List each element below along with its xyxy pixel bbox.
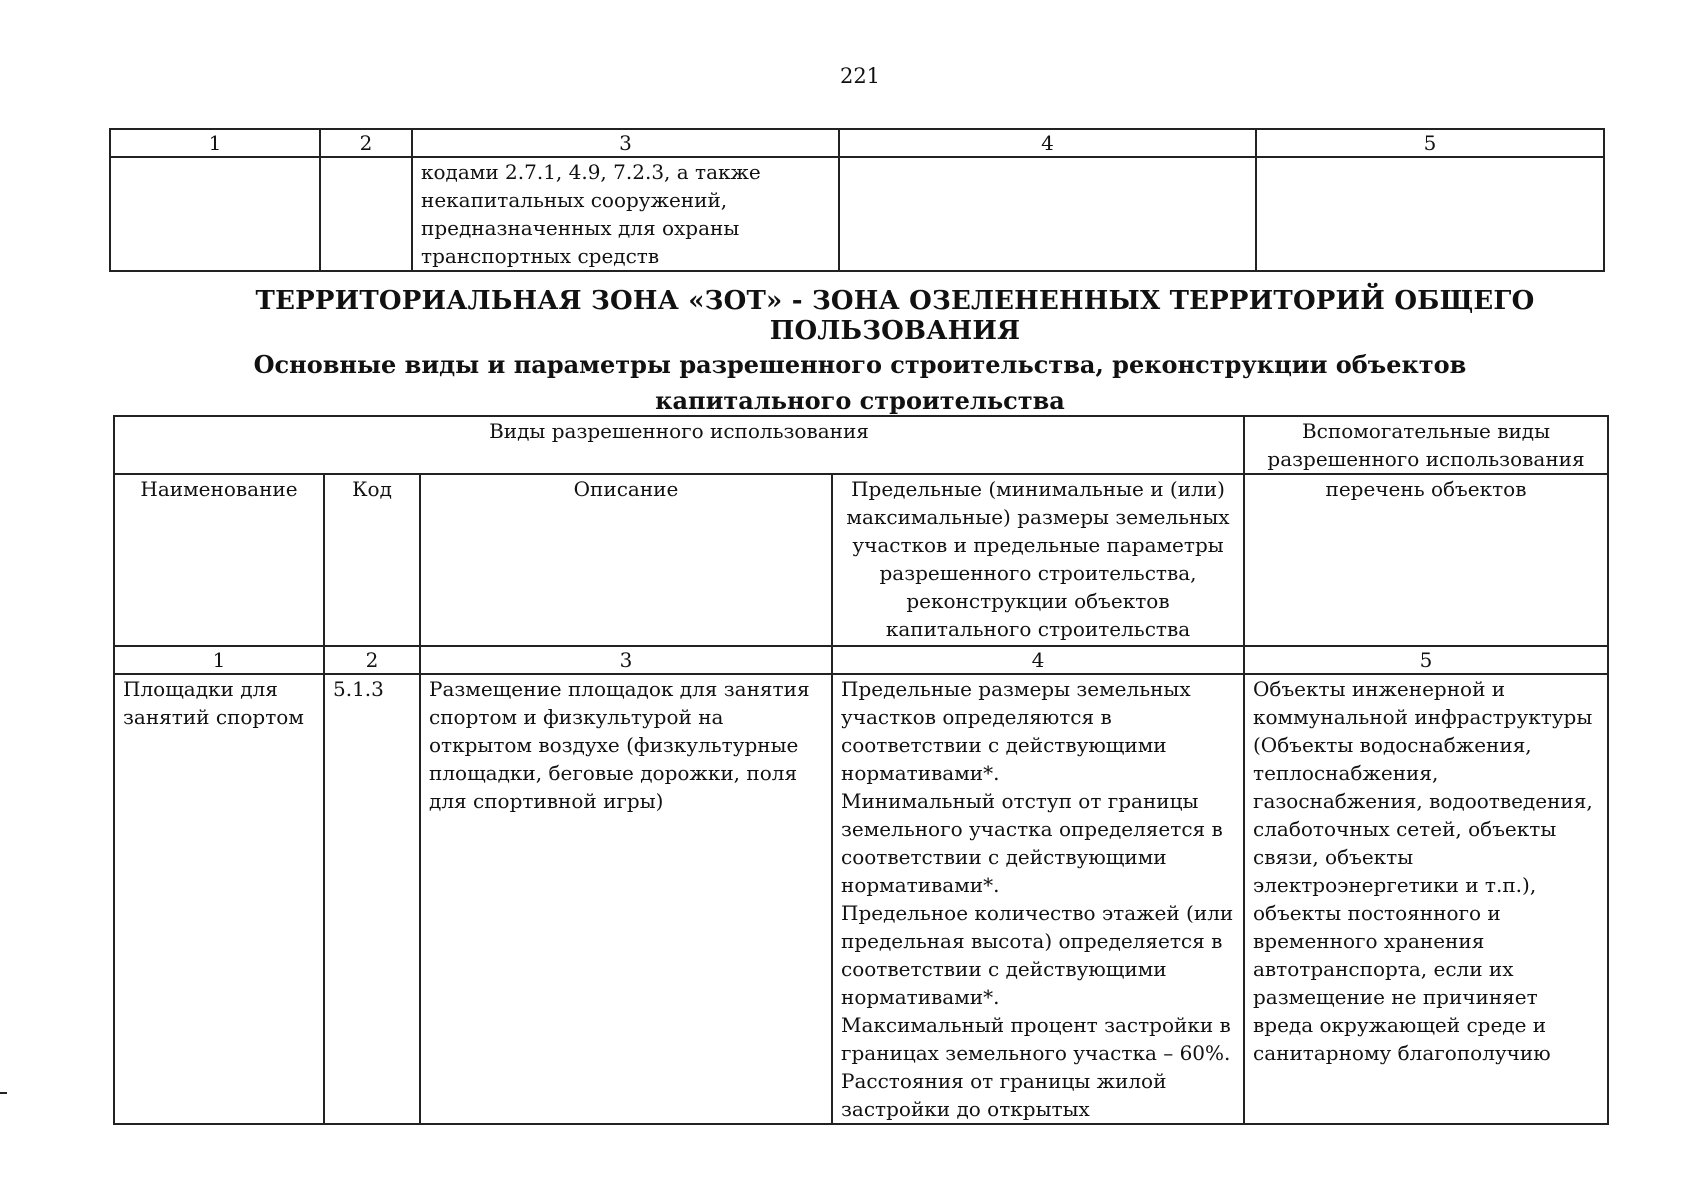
column-header-code: Код (324, 474, 420, 646)
column-number: 5 (1244, 646, 1608, 674)
section-title: Основные виды и параметры разрешенного строительства, реконструкции объектов капитального строительства (253, 350, 1467, 415)
column-number: 4 (832, 646, 1244, 674)
column-header-parameters: Предельные (минимальные и (или) максимальные) размеры земельных участков и предельные параметры разрешенного строительства, реконструкции объектов капитального строительства (832, 474, 1244, 646)
row-auxiliary: Объекты инженерной и коммунальной инфраструктуры (Объекты водоснабжения, теплоснабжения, газоснабжения, водоотведения, слаботочных сетей, объекты связи, объекты электроэнергетики и т.п.), объекты постоянного и временного хранения автотранспорта, если их размещение не причиняет вреда окружающей среде и санитарному благополучию (1244, 674, 1608, 1124)
column-number: 3 (412, 129, 839, 157)
table-cell (1256, 157, 1604, 271)
table-row (114, 674, 1608, 1124)
row-code: 5.1.3 (324, 674, 420, 1124)
column-number: 1 (110, 129, 320, 157)
main-table (113, 415, 1609, 1125)
continued-table-row (110, 157, 1604, 271)
table-cell (839, 157, 1256, 271)
table-cell (320, 157, 412, 271)
table-cell-description: кодами 2.7.1, 4.9, 7.2.3, а также некапитальных сооружений, предназначенных для охраны транспортных средств (412, 157, 839, 271)
column-header-name: Наименование (114, 474, 324, 646)
zone-title: ТЕРРИТОРИАЛЬНАЯ ЗОНА «ЗОТ» - ЗОНА ОЗЕЛЕНЕННЫХ ТЕРРИТОРИЙ ОБЩЕГО ПОЛЬЗОВАНИЯ (255, 286, 1535, 346)
row-name: Площадки для занятий спортом (114, 674, 324, 1124)
page-number: 221 (839, 64, 881, 88)
group-header-right: Вспомогательные виды разрешенного использования (1244, 416, 1608, 474)
column-number: 4 (839, 129, 1256, 157)
column-number: 3 (420, 646, 832, 674)
table-cell (110, 157, 320, 271)
row-parameters: Предельные размеры земельных участков определяются в соответствии с действующими нормативами*. Минимальный отступ от границы земельного участка определяется в соответствии с действующими нормативами*. Предельное количество этажей (или предельная высота) определяется в соответствии с действующими нормативами*. Максимальный процент застройки в границах земельного участка – 60%. Расстояния от границы жилой застройки до открытых (832, 674, 1244, 1124)
margin-mark (0, 1092, 7, 1094)
continued-table-number-row (110, 129, 1604, 157)
continued-table (109, 128, 1605, 272)
row-description: Размещение площадок для занятия спортом и физкультурой на открытом воздухе (физкультурные площадки, беговые дорожки, поля для спортивной игры) (420, 674, 832, 1124)
column-header-row (114, 474, 1608, 646)
column-number: 5 (1256, 129, 1604, 157)
group-header-row (114, 416, 1608, 474)
column-number: 2 (320, 129, 412, 157)
column-header-objects: перечень объектов (1244, 474, 1608, 646)
column-number: 1 (114, 646, 324, 674)
group-header-left: Виды разрешенного использования (114, 416, 1244, 474)
column-number-row (114, 646, 1608, 674)
column-header-description: Описание (420, 474, 832, 646)
column-number: 2 (324, 646, 420, 674)
